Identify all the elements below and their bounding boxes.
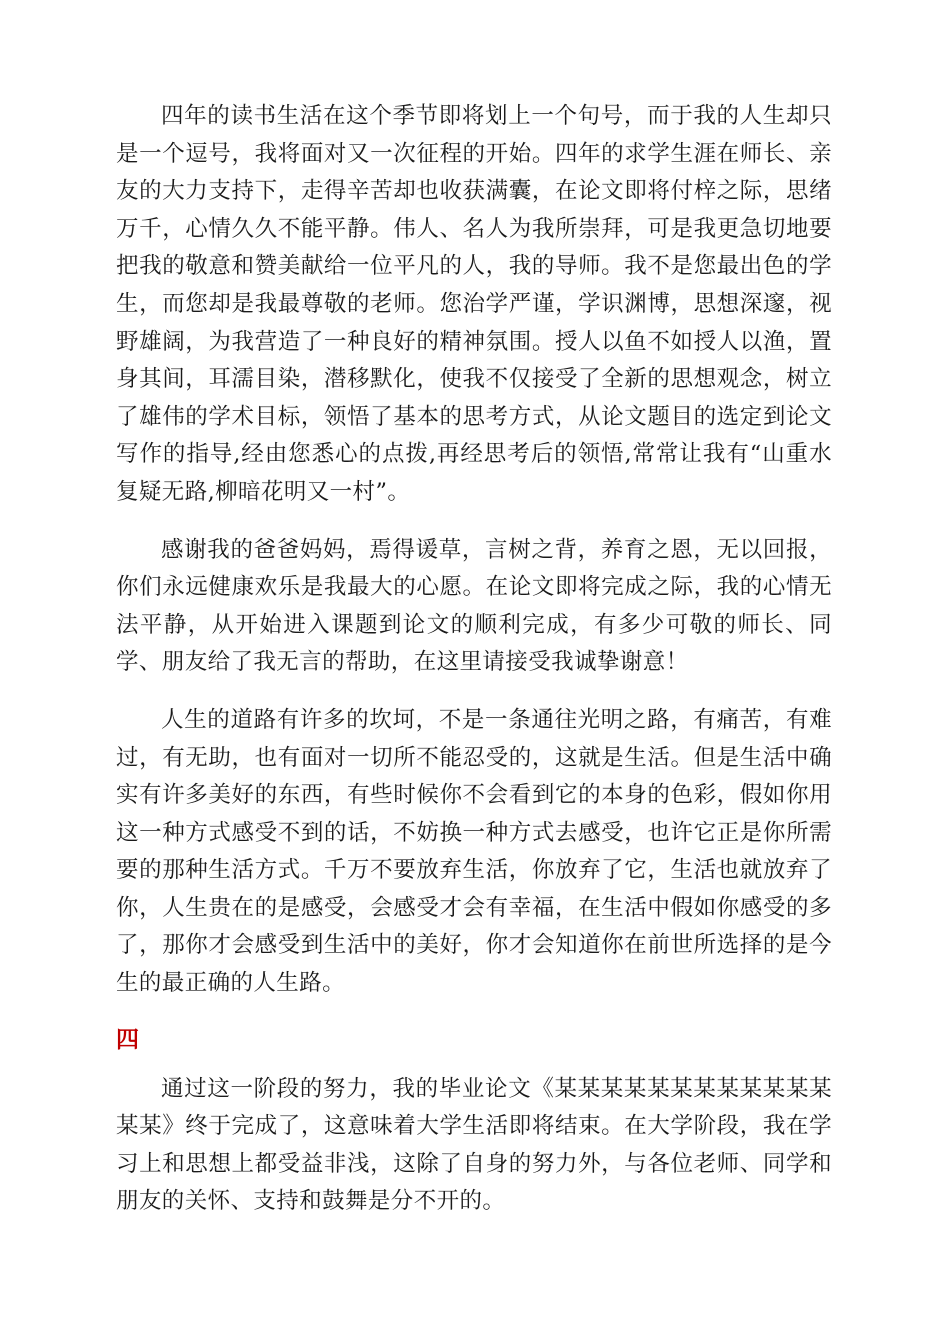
paragraph-thanks-to-supervisor: 四年的读书生活在这个季节即将划上一个句号，而于我的人生却只是一个逗号，我将面对又一次征程的开始。四年的求学生涯在师长、亲友的大力支持下，走得辛苦却也收获满囊，在论文即将付梓之际，思绪万千，心情久久不能平静。伟人、名人为我所崇拜，可是我更急切地要把我的敬意和赞美献给一位平凡的人，我的导师。我不是您最出色的学生，而您却是我最尊敬的老师。您治学严谨，学识渊博，思想深邃，视野雄阔，为我营造了一种良好的精神氛围。授人以鱼不如授人以渔，置身其间，耳濡目染，潜移默化，使我不仅接受了全新的思想观念，树立了雄伟的学术目标，领悟了基本的思考方式，从论文题目的选定到论文写作的指导,经由您悉心的点拨,再经思考后的领悟,常常让我有“山重水复疑无路,柳暗花明又一村”。	[116, 103, 832, 505]
section-heading: 四	[116, 1026, 140, 1053]
paragraph-thesis-completion: 通过这一阶段的努力，我的毕业论文《某某某某某某某某某某某某某某》终于完成了，这意味着大学生活即将结束。在大学阶段，我在学习上和思想上都受益非浅，这除了自身的努力外，与各位老师、同学和朋友的关怀、支持和鼓舞是分不开的。	[116, 1075, 832, 1215]
paragraph-on-life: 人生的道路有许多的坎坷，不是一条通往光明之路，有痛苦，有难过，有无助，也有面对一切所不能忍受的，这就是生活。但是生活中确实有许多美好的东西，有些时候你不会看到它的本身的色彩，假如你用这一种方式感受不到的话，不妨换一种方式去感受，也许它正是你所需要的那种生活方式。千万不要放弃生活，你放弃了它，生活也就放弃了你，人生贵在的是感受，会感受才会有幸福，在生活中假如你感受的多了，那你才会感受到生活中的美好，你才会知道你在前世所选择的是今生的最正确的人生路。	[116, 706, 832, 997]
document-body	[116, 98, 832, 1241]
paragraph-thanks-to-parents: 感谢我的爸爸妈妈，焉得谖草，言树之背，养育之恩，无以回报，你们永远健康欢乐是我最大的心愿。在论文即将完成之际，我的心情无法平静，从开始进入课题到论文的顺利完成，有多少可敬的师长、同学、朋友给了我无言的帮助，在这里请接受我诚挚谢意！	[116, 536, 832, 676]
